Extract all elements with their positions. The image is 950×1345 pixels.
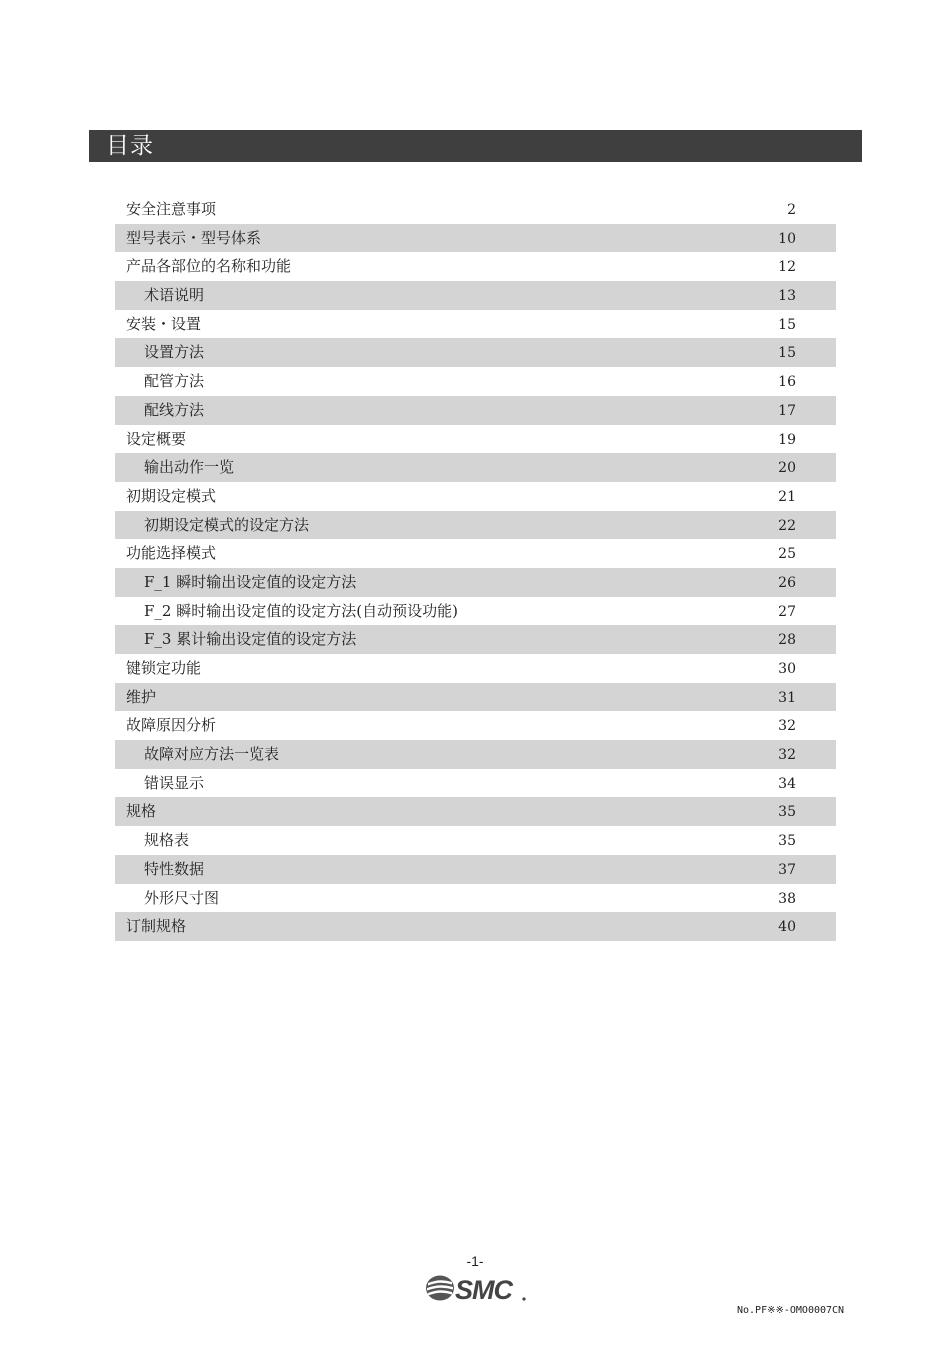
toc-row[interactable] [115,597,836,626]
toc-label: 功能选择模式 [126,544,217,563]
toc-page-number: 27 [778,603,796,620]
toc-page-number: 26 [778,574,796,591]
toc-label: F_3 累计输出设定值的设定方法 [144,630,357,649]
toc-row[interactable] [115,912,836,941]
toc-page-number: 34 [778,775,796,792]
toc-row[interactable] [115,425,836,454]
toc-row[interactable] [115,797,836,826]
toc-label: 设定概要 [126,429,187,448]
toc-row[interactable] [115,826,836,855]
toc-page-number: 15 [778,316,796,333]
toc-page-number: 25 [778,546,796,563]
toc-label: 故障对应方法一览表 [144,745,280,764]
toc-row[interactable] [115,195,836,224]
toc-label: 配线方法 [144,400,205,419]
toc-page-number: 30 [778,661,796,677]
toc-label: 初期设定模式的设定方法 [144,515,310,534]
toc-page-number: 22 [778,517,796,534]
toc-page-number: 17 [778,402,796,419]
toc-label: 订制规格 [126,917,187,936]
toc-page-number: 40 [778,919,796,936]
toc-row[interactable] [115,769,836,798]
smc-logo-text: SMC [455,1275,512,1305]
toc-row[interactable] [115,654,836,683]
smc-logo [424,1272,528,1306]
toc-page-number: 21 [778,488,796,505]
toc-row[interactable] [115,568,836,597]
toc-label: 输出动作一览 [144,458,235,477]
toc-row[interactable] [115,884,836,913]
page-number: -1- [466,1253,484,1269]
toc-page-number: 15 [778,345,796,362]
toc-page-number: 20 [778,460,796,477]
toc-row[interactable] [115,396,836,425]
toc-page-number: 32 [778,747,796,764]
toc-row[interactable] [115,740,836,769]
toc-label: 外形尺寸图 [144,888,220,907]
document-number: No.PF※※-OMO0007CN [737,1305,845,1316]
toc-label: 术语说明 [144,286,205,305]
toc-page-number: 12 [778,259,796,276]
toc-row[interactable] [115,224,836,253]
toc-page-number: 19 [778,431,796,448]
toc-label: F_1 瞬时输出设定值的设定方法 [144,572,357,591]
toc-row[interactable] [115,252,836,281]
toc-label: 初期设定模式 [126,486,217,505]
toc-row[interactable] [115,310,836,339]
toc-row[interactable] [115,855,836,884]
toc-label: 规格表 [144,831,190,850]
toc-row[interactable] [115,367,836,396]
toc-row[interactable] [115,511,836,540]
toc-page-number: 38 [778,890,796,907]
toc-row[interactable] [115,683,836,712]
table-of-contents [115,195,836,941]
toc-row[interactable] [115,482,836,511]
toc-row[interactable] [115,711,836,740]
toc-label: 安装・设置 [126,314,202,333]
toc-label: 安全注意事项 [126,200,217,218]
toc-page-number: 35 [778,804,796,821]
toc-label: F_2 瞬时输出设定值的设定方法(自动预设功能) [144,601,458,620]
toc-label: 配管方法 [144,372,205,391]
toc-label: 键锁定功能 [126,659,202,677]
toc-label: 错误显示 [144,773,205,792]
toc-label: 故障原因分析 [126,716,217,735]
toc-row[interactable] [115,625,836,654]
toc-label: 产品各部位的名称和功能 [126,257,292,276]
toc-label: 维护 [126,687,157,706]
toc-page-number: 32 [778,718,796,735]
toc-row[interactable] [115,539,836,568]
toc-page-number: 13 [778,288,796,305]
page-title: 目录 [106,133,154,159]
toc-page-number: 37 [778,861,796,878]
toc-page-number: 28 [778,632,796,649]
toc-page-number: 31 [778,689,796,706]
toc-page-number: 10 [778,230,796,247]
title-bar [89,130,862,162]
toc-row[interactable] [115,338,836,367]
toc-page-number: 35 [778,833,796,850]
smc-logo-mark [426,1276,454,1301]
toc-page-number: 16 [778,374,796,391]
toc-page-number: 2 [787,202,796,218]
toc-label: 规格 [126,802,157,821]
toc-row[interactable] [115,453,836,482]
toc-row[interactable] [115,281,836,310]
toc-label: 设置方法 [144,343,205,362]
toc-label: 型号表示・型号体系 [126,228,262,247]
toc-label: 特性数据 [144,859,205,878]
